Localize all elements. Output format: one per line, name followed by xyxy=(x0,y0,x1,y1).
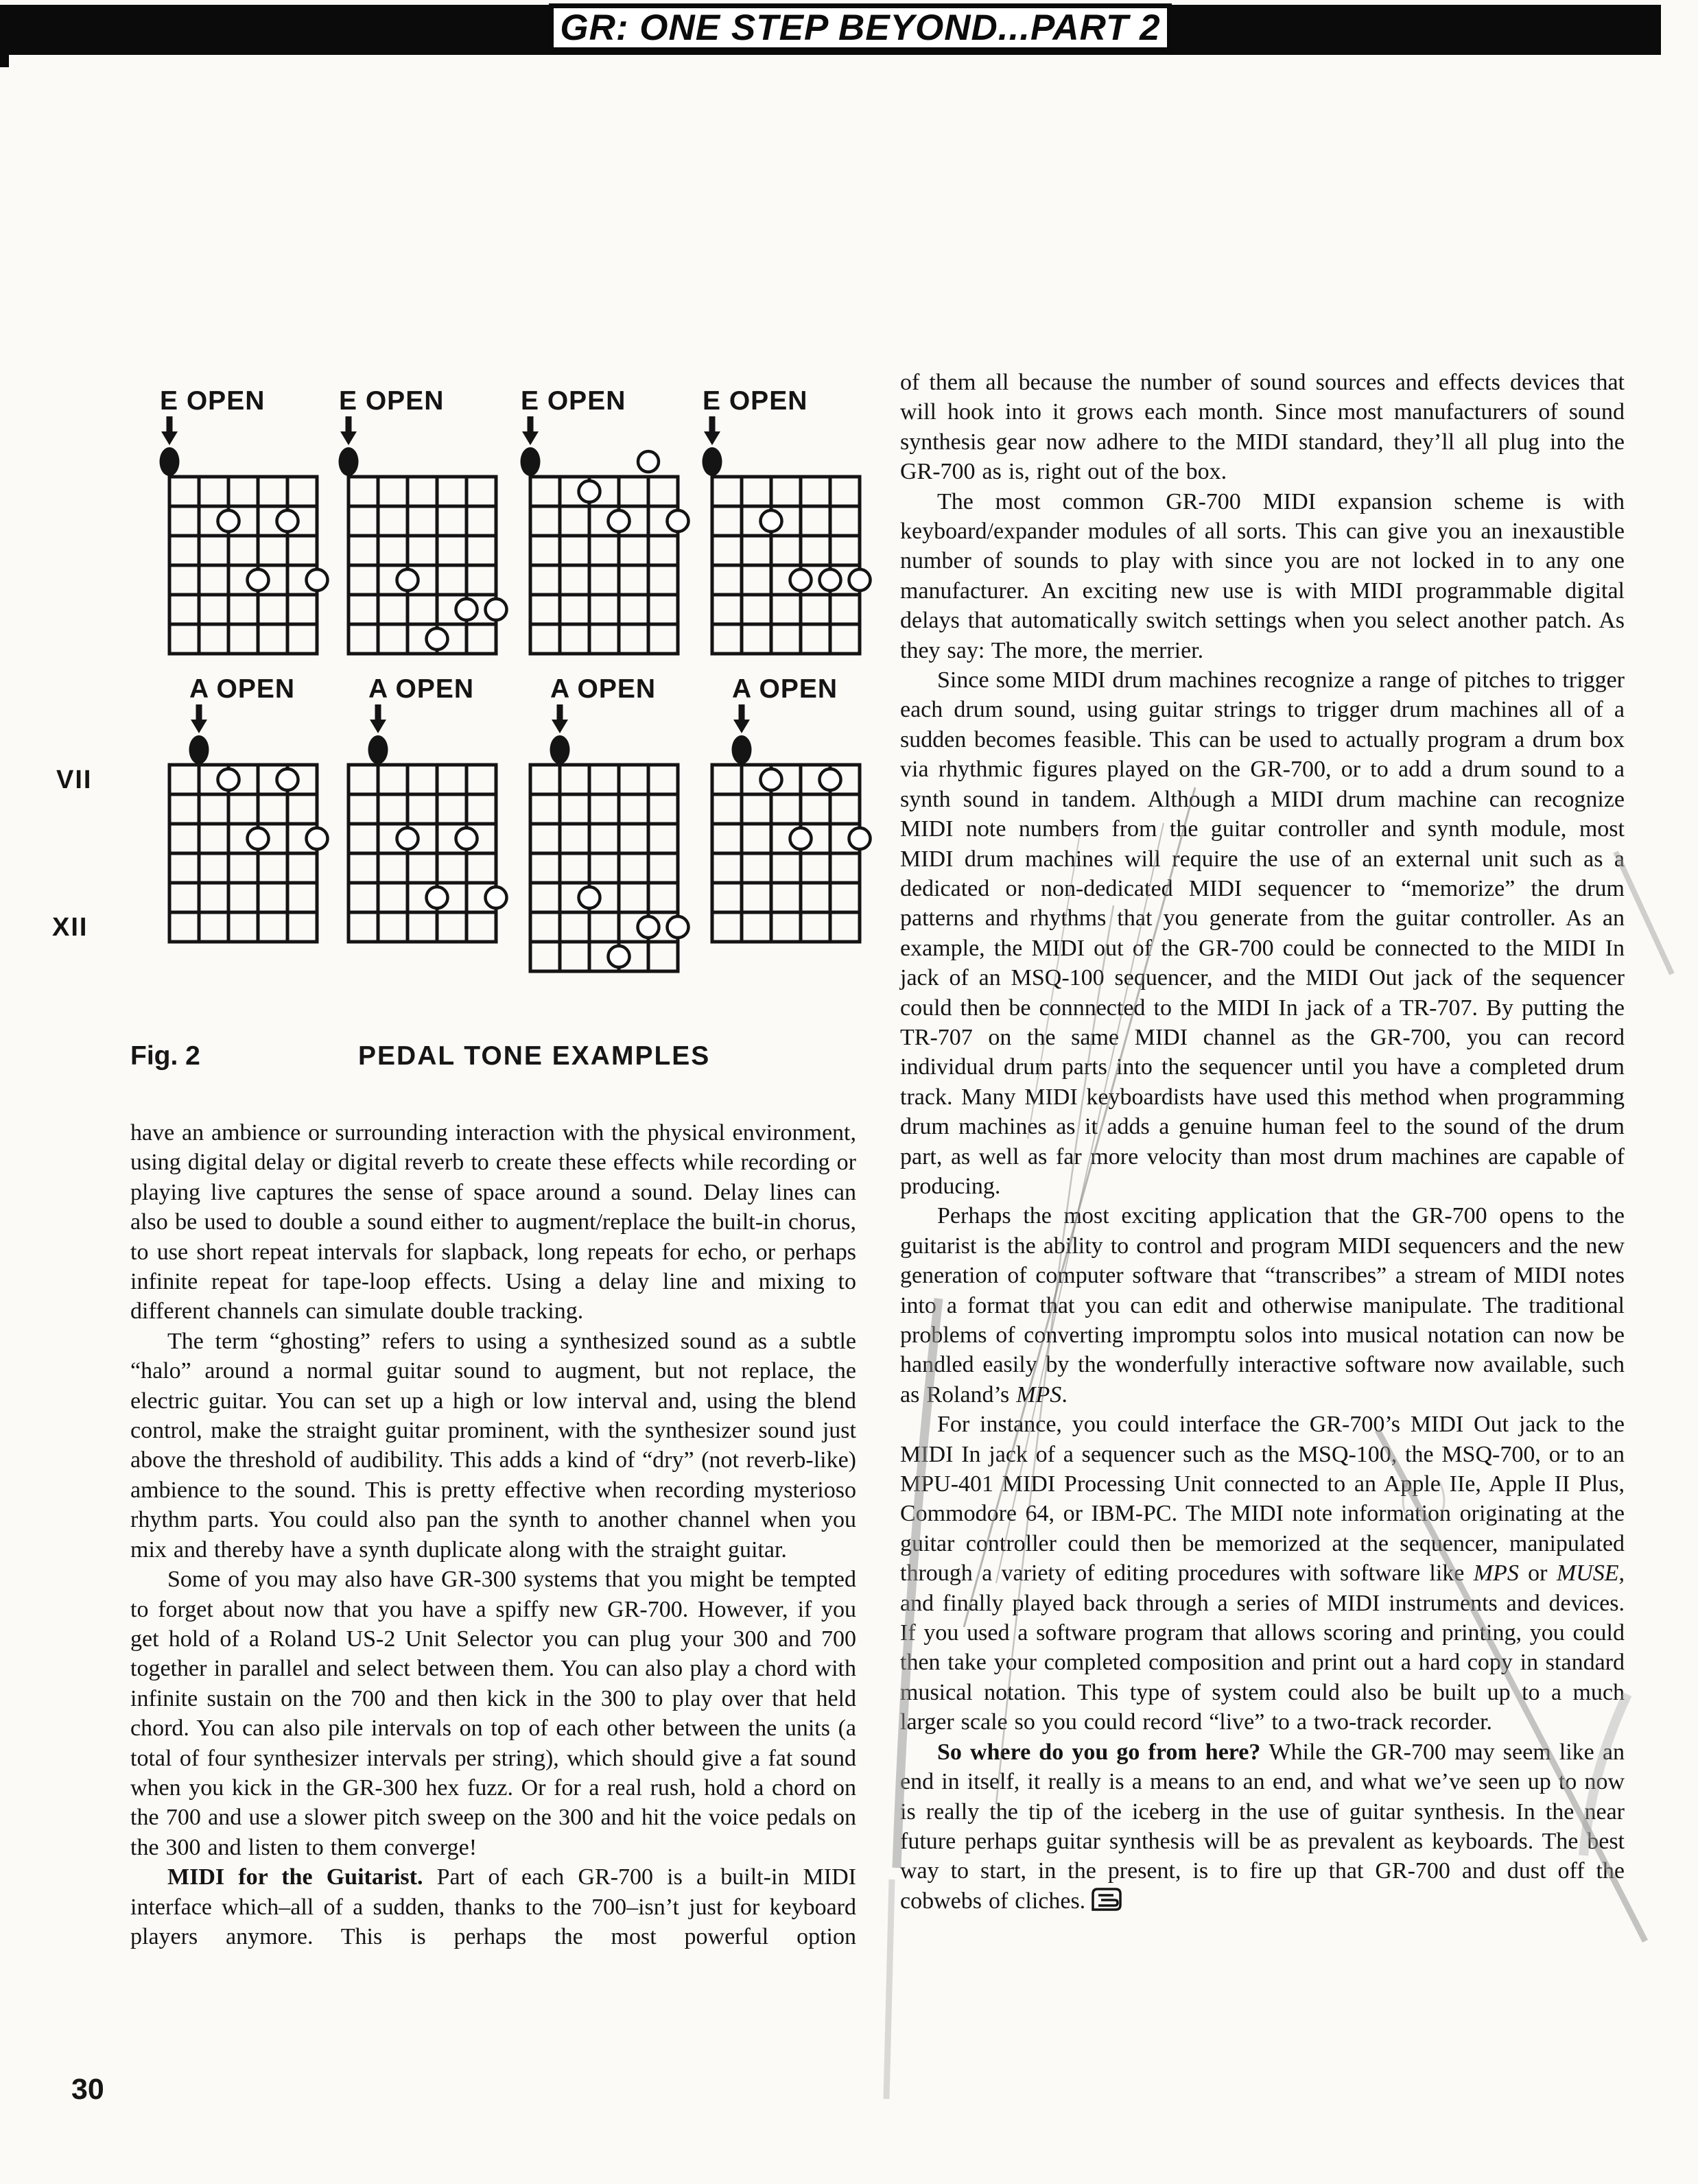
strum-arrow-head xyxy=(191,720,207,733)
string-indicator-dot xyxy=(703,447,722,476)
chord-diagram xyxy=(712,674,871,942)
chord-grid xyxy=(169,477,317,654)
finger-dot xyxy=(397,569,418,591)
finger-dot xyxy=(609,946,630,967)
finger-dot xyxy=(668,916,689,938)
strum-arrow-head xyxy=(370,720,386,733)
paragraph xyxy=(130,1327,856,1565)
string-indicator-dot xyxy=(189,735,209,764)
finger-dot xyxy=(820,769,841,790)
roland-logo-icon xyxy=(1091,1887,1122,1912)
chord-diagram xyxy=(703,386,871,654)
finger-dot xyxy=(486,887,507,908)
text-run: . xyxy=(1061,1381,1068,1408)
text-run: MPS xyxy=(1473,1560,1519,1587)
finger-dot xyxy=(307,828,328,849)
paragraph xyxy=(900,1737,1625,1916)
text-run: Perhaps the most exciting application that the GR-700 opens to the guitarist is the ability to control and program MIDI sequencers and the new generation of computer software that “transcribes” a stream of MIDI notes into a format that you can edit and otherwise manipulate. The traditional problems of converting impromptu solos into musical notation can now be handled easily by the wonderfully interactive software now available, such as Roland’s xyxy=(900,1203,1625,1408)
chord-label: E OPEN xyxy=(521,386,626,416)
paragraph xyxy=(900,1201,1625,1410)
finger-dot xyxy=(790,569,812,591)
chord-diagram xyxy=(169,674,328,942)
text-run: The term “ghosting” refers to using a synthesized sound as a subtle “halo” around a normal guitar sound to augment, but not replace, the electric guitar. You can set up a high or low interval and, using the blend control, make the straight guitar prominent, with the synthesizer sound just above the threshold of audibility. This adds a kind of “dry” (not reverb-like) ambience to the sound. This is pretty effective when recording mysterioso rhythm parts. You could also pan the synth to another channel when you mix and thereby have a synth duplicate along with the straight guitar. xyxy=(130,1328,856,1563)
string-indicator-dot xyxy=(732,735,752,764)
string-indicator-dot xyxy=(368,735,388,764)
finger-dot xyxy=(218,510,239,532)
article-title: GR: ONE STEP BEYOND...PART 2 xyxy=(560,8,1161,48)
text-run: have an ambience or surrounding interaction with the physical environment, using digital delay or digital reverb to create these effects while recording or playing live captures the sense of space around a sound. Delay lines can also be used to double a sound either to augment/replace the built-in chorus, to use short repeat intervals for slapback, long repeats for echo, or perhaps infinite repeat for tape-loop effects. Using a delay line and mixing to different channels can simulate double tracking. xyxy=(130,1120,856,1325)
finger-dot xyxy=(579,887,600,908)
chord-diagram xyxy=(339,386,507,654)
finger-dot xyxy=(790,828,812,849)
pedal-tone-figure xyxy=(0,379,892,1006)
fret-position-label: XII xyxy=(52,913,89,942)
finger-dot xyxy=(456,828,477,849)
bold-lead-in: MIDI for the Guitarist. xyxy=(167,1864,437,1890)
strum-arrow-head xyxy=(704,431,720,445)
text-run: Part of each GR-700 is a built-in MIDI interface which–all of a sudden, thanks to the 700–isn’t just for keyboard players anymore. This is perhaps the most powerful option xyxy=(130,1864,856,1949)
paragraph xyxy=(900,368,1625,487)
chord-label: A OPEN xyxy=(189,674,296,704)
text-run: or xyxy=(1518,1560,1557,1587)
chord-grid xyxy=(712,765,860,942)
strum-arrow-head xyxy=(340,431,357,445)
finger-dot xyxy=(456,599,477,620)
chord-grid xyxy=(169,765,317,942)
chord-grid xyxy=(349,765,496,942)
text-run: MUSE xyxy=(1556,1560,1619,1587)
paragraph xyxy=(900,1410,1625,1737)
paragraph xyxy=(900,665,1625,1201)
finger-dot xyxy=(248,828,269,849)
finger-dot xyxy=(427,628,448,650)
chord-grid xyxy=(530,477,678,654)
string-indicator-dot xyxy=(339,447,359,476)
chord-label: E OPEN xyxy=(703,386,808,416)
chord-label: E OPEN xyxy=(339,386,445,416)
string-indicator-dot xyxy=(550,735,570,764)
text-run: Since some MIDI drum machines recognize a range of pitches to trigger each drum sound, using guitar strings to trigger drum machines all of a sudden becomes feasible. This can be used to actually program a drum box via rhythmic figures played on the GR-700, or to add a drum sound to a synth sound in tandem. Although a MIDI drum machine can recognize MIDI note numbers from the guitar controller and synth module, most MIDI drum machines will require the use of an external unit such as a dedicated or non-dedicated MIDI sequencer to “memorize” the drum patterns and rhythms that you generate from the guitar controller. As an example, the MIDI out of the GR-700 could be connected to the MIDI In jack of an MSQ-100 sequencer, and the MIDI Out jack of the sequencer could then be connnected to the MIDI In jack of a TR-707. By putting the TR-707 on the same MIDI channel as the GR-700, you can record individual drum parts into the sequencer until you have a completed drum track. Many MIDI keyboardists have used this method when programming drum machines as it adds a genuine human feel to the sound of the drum part, as well as far more velocity than most drum machines are capable of producing. xyxy=(900,667,1625,1199)
text-run: Some of you may also have GR-300 systems that you might be tempted to forget about now that you have a spiffy new GR-700. However, if you get hold of a Roland US-2 Unit Selector you can plug your 300 and 700 together in parallel and select between them. You can also play a chord with infinite sustain on the 700 and then kick in the 300 to play over that held chord. You can also pile intervals on top of each other between the units (a total of four synthesizer intervals per string), which should give a fat sound when you kick in the GR-300 hex fuzz. Or for a real rush, hold a chord on the 700 and use a slower pitch sweep on the 300 and hit the voice pedals on the 300 and listen to them converge! xyxy=(130,1567,856,1860)
article-title-box xyxy=(549,3,1172,52)
paragraph xyxy=(130,1862,856,1951)
finger-dot xyxy=(820,569,841,591)
chord-label: A OPEN xyxy=(368,674,475,704)
finger-dot xyxy=(277,510,298,532)
strum-arrow-head xyxy=(522,431,539,445)
finger-dot xyxy=(761,769,782,790)
page-number: 30 xyxy=(71,2073,104,2106)
strum-arrow-head xyxy=(733,720,750,733)
finger-dot xyxy=(397,828,418,849)
finger-dot xyxy=(427,887,448,908)
chord-diagram xyxy=(160,386,328,654)
figure-label: Fig. 2 xyxy=(130,1041,200,1071)
finger-dot xyxy=(579,481,600,502)
bold-lead-in: So where do you go from here? xyxy=(937,1739,1269,1765)
open-string-dot xyxy=(638,451,659,472)
finger-dot xyxy=(486,599,507,620)
finger-dot xyxy=(609,510,630,532)
chord-label: A OPEN xyxy=(550,674,657,704)
figure-caption: PEDAL TONE EXAMPLES xyxy=(358,1041,711,1071)
text-run: For instance, you could interface the GR-700’s MIDI Out jack to the MIDI In jack of a sequencer such as the MSQ-100, the MSQ-700, or to an MPU-401 MIDI Processing Unit connected to an Apple IIe, Apple II Plus, Commodore 64, or IBM-PC. The MIDI note information originating at the guitar controller could then be memorized at the sequencer, manipulated through a variety of editing procedures with software like xyxy=(900,1412,1625,1587)
chord-grid xyxy=(712,477,860,654)
header-bar-tab xyxy=(0,55,9,67)
finger-dot xyxy=(638,916,659,938)
paragraph xyxy=(130,1118,856,1327)
text-run: While the GR-700 may seem like an end in itself, it really is a means to an end, and what we’ve seen up to now is really the tip of the iceberg in the use of guitar synthesis. In the near future perhaps guitar synthesis will be as prevalent as keyboards. The best way to start, in the present, is to fire up that GR-700 and dust off the cobwebs of cliches. xyxy=(900,1739,1625,1914)
chord-diagram xyxy=(521,386,689,654)
chord-grid xyxy=(349,477,496,654)
text-run: MPS xyxy=(1016,1381,1062,1408)
finger-dot xyxy=(849,828,871,849)
text-run: , and finally played back through a series of MIDI instruments and devices. If you used a software program that allows scoring and printing, you could then take your completed composition and print out a hard copy in standard musical notation. This type of system could also be built up to a much larger scale so you could record “live” to a two-track recorder. xyxy=(900,1560,1625,1735)
paragraph xyxy=(130,1565,856,1862)
strum-arrow-head xyxy=(552,720,568,733)
finger-dot xyxy=(849,569,871,591)
finger-dot xyxy=(668,510,689,532)
right-text-column xyxy=(900,368,1625,1916)
chord-label: E OPEN xyxy=(160,386,266,416)
left-text-column xyxy=(130,1118,856,1951)
text-run: The most common GR-700 MIDI expansion scheme is with keyboard/expander modules of all sorts. This can give you an inexaustible number of sounds to play with since you are not locked in to any one manufacturer. An exciting new use is with MIDI programmable digital delays that automatically switch settings when you select another patch. As they say: The more, the merrier. xyxy=(900,488,1625,663)
finger-dot xyxy=(761,510,782,532)
text-run: of them all because the number of sound sources and effects devices that will hook into it grows each month. Since most manufacturers of sound synthesis gear now adhere to the MIDI standard, they’ll all plug into the GR-700 as is, right out of the box. xyxy=(900,370,1625,485)
finger-dot xyxy=(307,569,328,591)
chord-diagram xyxy=(530,674,689,971)
strum-arrow-head xyxy=(161,431,178,445)
paragraph xyxy=(900,487,1625,665)
chord-grid xyxy=(530,765,678,971)
finger-dot xyxy=(277,769,298,790)
string-indicator-dot xyxy=(521,447,541,476)
string-indicator-dot xyxy=(160,447,180,476)
chord-diagram xyxy=(349,674,507,942)
finger-dot xyxy=(248,569,269,591)
fret-position-label: VII xyxy=(56,765,93,794)
chord-label: A OPEN xyxy=(732,674,838,704)
finger-dot xyxy=(218,769,239,790)
roland-logo-stroke xyxy=(1098,1900,1118,1906)
